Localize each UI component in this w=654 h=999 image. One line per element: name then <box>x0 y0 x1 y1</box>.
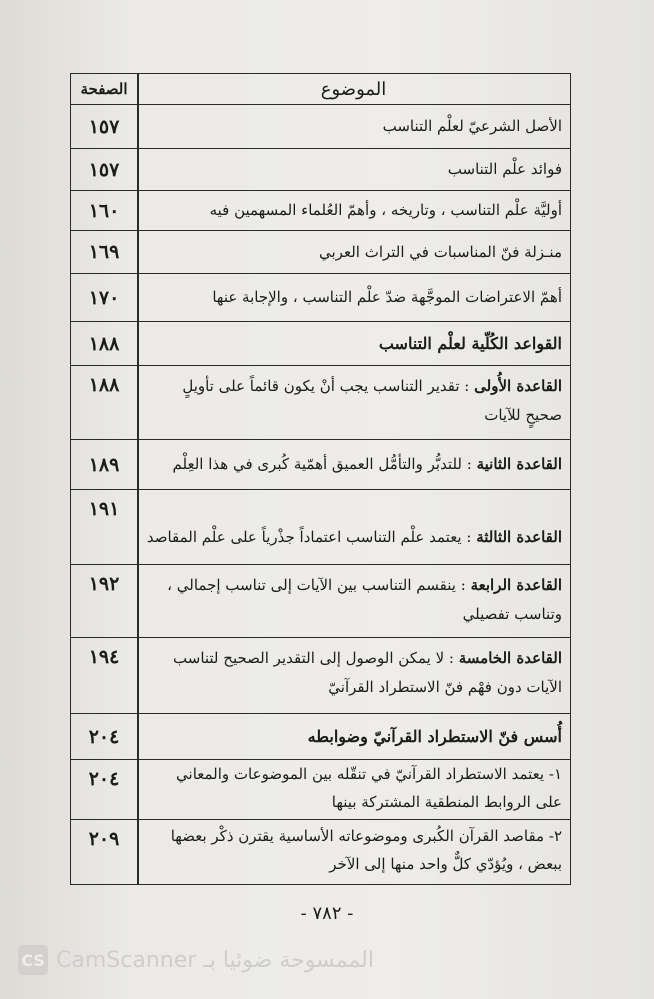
row-page: ٢٠٤ <box>88 725 120 748</box>
header-topic: الموضوع <box>320 78 387 100</box>
row-page: ١٩١ <box>88 498 120 520</box>
row-page: ١٩٤ <box>88 646 120 668</box>
row-topic: ٢- مقاصد القرآن الكُبرى وموضوعاته الأساسية يقترن ذكْر بعضها ببعض ، ويُؤدّي كلٌّ واحد منها إلى الآخر <box>170 827 562 873</box>
scanner-watermark <box>18 942 418 978</box>
section-heading-row <box>71 322 570 366</box>
rule-label: القاعدة الثانية <box>476 455 562 473</box>
row-page: ٢٠٤ <box>88 768 120 790</box>
rule-text: : تقدير التناسب يجب أنْ يكون قائماً على تأويلٍ صحيحٍ للآيات <box>182 377 562 424</box>
table-row <box>71 366 570 440</box>
header-page: الصفحة <box>80 80 128 98</box>
row-page: ١٥٧ <box>88 115 120 138</box>
rule-text: : يعتمد علْم التناسب اعتماداً جذْرياً على علْم المقاصد <box>146 528 472 546</box>
row-page: ١٥٧ <box>88 158 120 181</box>
table-row <box>71 149 570 191</box>
rule-label: القاعدة الرابعة <box>470 576 562 594</box>
section-heading-row <box>71 714 570 760</box>
row-page: ١٦٠ <box>88 199 120 222</box>
table-row <box>71 231 570 274</box>
row-topic: أوليَّة علْم التناسب ، وتاريخه ، وأهمّ العُلماء المسهمين فيه <box>209 201 562 219</box>
row-page: ١٨٨ <box>88 332 120 355</box>
table-row <box>71 760 570 820</box>
page-number: - ٧٨٢ - <box>300 903 354 924</box>
camscanner-logo-icon: CS <box>18 945 48 975</box>
watermark-text: CamScanner الممسوحة ضوئيا بـ <box>56 947 374 973</box>
row-page: ١٨٨ <box>88 374 120 396</box>
table-row <box>71 565 570 638</box>
contents-table <box>70 73 571 885</box>
row-page: ١٩٢ <box>88 573 120 595</box>
row-topic <box>145 638 562 713</box>
table-row <box>71 191 570 231</box>
rule-label: القاعدة الأُولى <box>474 377 562 395</box>
row-topic: أُسس فنّ الاستطراد القرآنيّ وضوابطه <box>307 727 562 746</box>
rule-text: : لا يمكن الوصول إلى التقدير الصحيح لتناسب الآيات دون فهْم فنّ الاستطراد القرآنيّ <box>173 649 562 696</box>
row-topic: فوائد علْم التناسب <box>447 160 562 178</box>
table-row <box>71 105 570 149</box>
table-header-row <box>71 74 570 105</box>
row-page: ١٦٩ <box>88 241 120 263</box>
table-row <box>71 638 570 714</box>
table-row <box>71 820 570 886</box>
row-topic <box>145 366 562 439</box>
row-page: ٢٠٩ <box>88 828 120 850</box>
row-page: ١٧٠ <box>88 286 120 309</box>
table-row <box>71 440 570 490</box>
row-topic: منـزلة فنّ المناسبات في التراث العربي <box>319 242 562 261</box>
rule-label: القاعدة الثالثة <box>476 528 562 546</box>
table-row <box>71 490 570 565</box>
rule-text: : ينقسم التناسب بين الآيات إلى تناسب إجمالي ، وتناسب تفصيلي <box>167 576 562 623</box>
row-topic <box>145 440 562 489</box>
row-topic: الأصل الشرعيّ لعلْم التناسب <box>382 117 562 135</box>
rule-label: القاعدة الخامسة <box>458 649 562 667</box>
row-page: ١٨٩ <box>88 453 120 476</box>
rule-text: : للتدبُّر والتأمُّل العميق أهمّية كُبرى في هذا العِلْم <box>172 455 472 473</box>
row-topic <box>145 565 562 637</box>
row-topic: ١- يعتمد الاستطراد القرآنيّ في تنقّله بين الموضوعات والمعاني على الروابط المنطقية المشتركة بينها <box>176 765 562 811</box>
table-row <box>71 274 570 322</box>
row-topic: القواعد الكُلّية لعلْم التناسب <box>378 334 562 353</box>
row-topic <box>145 490 562 564</box>
row-topic: أهمّ الاعتراضات الموجَّهة ضدّ علْم التناسب ، والإجابة عنها <box>212 288 562 306</box>
